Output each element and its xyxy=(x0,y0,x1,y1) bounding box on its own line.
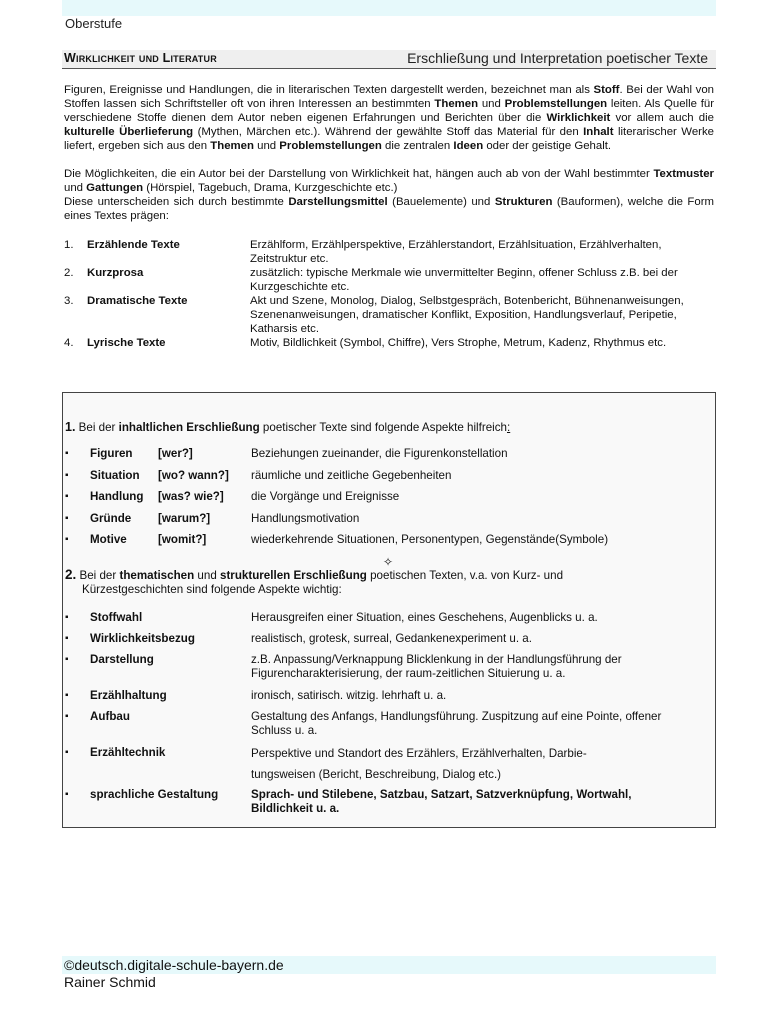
aspect-description: Sprach- und Stilebene, Satzbau, Satzart, Satzverknüpfung, Wortwahl, Bildlichkeit u. a. xyxy=(251,788,632,815)
aspect-label: Wirklichkeitsbezug xyxy=(90,632,195,645)
text-run: Figuren, Ereignisse und Handlungen, die in literarischen Texten dargestellt werden, bezeichnet man als xyxy=(64,84,594,96)
title-left: Wirklichkeit und Literatur xyxy=(64,51,217,65)
section-1-heading xyxy=(65,420,705,435)
section-text: poetischer Texte sind folgende Aspekte hilfreich xyxy=(259,421,507,434)
text-run: (Bauformen), welche die Form eines Textes prägen: xyxy=(64,196,714,222)
aspect-question: [wer?] xyxy=(158,447,193,460)
list-item xyxy=(64,336,714,350)
analysis-box xyxy=(62,392,716,828)
aspect-description: Gestaltung des Anfangs, Handlungsführung. Zuspitzung auf eine Pointe, offener Schluss u. a. xyxy=(251,710,662,737)
text-run: und xyxy=(253,140,280,152)
aspect-description: wiederkehrende Situationen, Personentypen, Gegenstände(Symbole) xyxy=(251,533,609,547)
table-row xyxy=(63,469,715,491)
item-description: Akt und Szene, Monolog, Dialog, Selbstgespräch, Botenbericht, Bühnenanweisungen, Szenenanweisungen, dramatischer Konflikt, Exposition, Handlungsverlauf, Peripetie, Katharsis etc. xyxy=(250,295,684,335)
item-number: 3. xyxy=(64,295,74,307)
text-run: leiten. Als Quelle für verschiedene Stoffe dienen dem Autor neben eigenen Erfahrungen und Berichten über die xyxy=(64,98,714,124)
item-description: zusätzlich: typische Merkmale wie unvermittelter Beginn, offener Schluss z.B. bei der Kurzgeschichte etc. xyxy=(250,267,678,293)
table-row xyxy=(63,632,715,653)
text-run: . Bei der Wahl von Stoffen lassen sich Schriftsteller oft von ihren Interessen an bestimmten xyxy=(64,84,714,110)
bullet-icon: ▪ xyxy=(65,711,69,722)
aspect-question: [wo? wann?] xyxy=(158,468,229,482)
bullet-icon: ▪ xyxy=(65,534,69,546)
bullet-icon: ▪ xyxy=(65,633,69,644)
keyword: Textmuster xyxy=(653,168,714,180)
bullet-icon: ▪ xyxy=(65,747,69,758)
level-label: Oberstufe xyxy=(65,16,123,31)
keyword: Gattungen xyxy=(86,182,144,194)
keyword: Wirklichkeit xyxy=(546,112,611,124)
content-aspects-list xyxy=(63,447,715,555)
text-forms-list xyxy=(64,238,714,350)
section-colon: : xyxy=(506,421,511,434)
item-description: Erzählform, Erzählperspektive, Erzählerstandort, Erzählsituation, Erzählverhalten, Zeitstruktur etc. xyxy=(250,239,662,265)
aspect-label: Darstellung xyxy=(90,653,154,666)
aspect-description: realistisch, grotesk, surreal, Gedankenexperiment u. a. xyxy=(251,632,532,645)
item-description: Motiv, Bildlichkeit (Symbol, Chiffre), Vers Strophe, Metrum, Kadenz, Rhythmus etc. xyxy=(250,337,667,349)
text-run: (Mythen, Märchen etc.). Während der gewählte Stoff das Material für den xyxy=(193,126,584,138)
structure-aspects-list xyxy=(63,611,715,818)
item-name: Erzählende Texte xyxy=(87,239,180,251)
keyword: kulturelle Überlieferung xyxy=(64,126,194,138)
bullet-icon: ▪ xyxy=(65,690,69,701)
text-run: Die Möglichkeiten, die ein Autor bei der Darstellung von Wirklichkeit hat, hängen auch ab von der Wahl bestimmter xyxy=(64,168,654,180)
bullet-icon: ▪ xyxy=(65,654,69,665)
aspect-label: sprachliche Gestaltung xyxy=(90,788,219,801)
bullet-icon: ▪ xyxy=(65,448,69,459)
section-text: Bei der xyxy=(76,569,120,582)
section-number: 2. xyxy=(65,567,77,582)
keyword: Problemstellungen xyxy=(504,98,608,110)
table-row xyxy=(63,533,715,555)
text-run: oder der geistige Gehalt. xyxy=(483,140,612,152)
aspect-label: Erzähltechnik xyxy=(90,746,166,759)
aspect-label: Gründe xyxy=(90,511,132,525)
bullet-icon: ▪ xyxy=(65,789,69,800)
keyword: Themen xyxy=(210,140,254,152)
list-item xyxy=(64,266,714,294)
aspect-description: räumliche und zeitliche Gegebenheiten xyxy=(251,468,452,482)
aspect-description: Herausgreifen einer Situation, eines Geschehens, Augenblicks u. a. xyxy=(251,611,598,624)
section-keyword: strukturellen Erschließung xyxy=(220,569,367,582)
diamond-icon: ✧ xyxy=(383,555,394,569)
table-row xyxy=(63,512,715,534)
section-text: Kürzestgeschichten sind folgende Aspekte wichtig: xyxy=(82,583,342,596)
text-run: Diese unterscheiden sich durch bestimmte xyxy=(64,196,289,208)
aspect-label: Stoffwahl xyxy=(90,611,143,624)
text-run: (Hörspiel, Tagebuch, Drama, Kurzgeschichte etc.) xyxy=(143,182,398,194)
table-row xyxy=(63,746,715,788)
section-text: und xyxy=(194,569,220,582)
text-run: vor allem auch die xyxy=(610,112,714,124)
table-row xyxy=(63,710,715,746)
table-row xyxy=(63,788,715,818)
footer-copyright: ©deutsch.digitale-schule-bayern.de xyxy=(64,957,284,973)
title-right: Erschließung und Interpretation poetischer Texte xyxy=(407,50,708,66)
item-number: 1. xyxy=(64,239,74,251)
item-name: Dramatische Texte xyxy=(87,295,188,307)
bullet-icon: ▪ xyxy=(65,512,69,524)
section-text: Bei der xyxy=(75,421,119,434)
section-text: poetischen Texten, v.a. von Kurz- und xyxy=(366,569,564,582)
bullet-icon: ▪ xyxy=(65,491,69,503)
aspect-description: Handlungsmotivation xyxy=(251,511,360,525)
intro-paragraph-1 xyxy=(64,83,714,153)
table-row xyxy=(63,611,715,632)
list-item xyxy=(64,238,714,266)
aspect-label: Erzählhaltung xyxy=(90,689,167,702)
aspect-description: Beziehungen zueinander, die Figurenkonstellation xyxy=(251,447,508,460)
keyword: Themen xyxy=(434,98,479,110)
item-name: Kurzprosa xyxy=(87,267,144,279)
table-row xyxy=(63,653,715,689)
bullet-icon: ▪ xyxy=(65,469,69,481)
aspect-description: die Vorgänge und Ereignisse xyxy=(251,490,400,504)
description-line: tungsweisen (Bericht, Beschreibung, Dialog etc.) xyxy=(251,768,502,781)
section-keyword: thematischen xyxy=(119,569,195,582)
aspect-label: Motive xyxy=(90,533,127,547)
aspect-label: Figuren xyxy=(90,447,133,460)
bullet-icon: ▪ xyxy=(65,612,69,623)
aspect-label: Aufbau xyxy=(90,710,130,723)
table-row xyxy=(63,689,715,710)
aspect-question: [womit?] xyxy=(158,533,207,547)
keyword: Strukturen xyxy=(494,196,553,208)
title-bar xyxy=(62,50,716,69)
header-band xyxy=(62,0,716,16)
footer-author: Rainer Schmid xyxy=(64,974,156,990)
keyword: Problemstellungen xyxy=(279,140,382,152)
aspect-description xyxy=(251,743,695,785)
description-line: Perspektive und Standort des Erzählers, Erzählverhalten, Darbie- xyxy=(251,747,587,760)
intro-text xyxy=(64,83,714,223)
text-run: die zentralen xyxy=(381,140,454,152)
section-number: 1. xyxy=(65,420,76,434)
table-row xyxy=(63,490,715,512)
keyword: Ideen xyxy=(453,140,484,152)
aspect-question: [warum?] xyxy=(158,511,211,525)
text-run: und xyxy=(478,98,505,110)
text-run: (Bauelemente) und xyxy=(387,196,495,208)
table-row xyxy=(63,447,715,469)
item-number: 4. xyxy=(64,337,74,349)
item-name: Lyrische Texte xyxy=(87,337,166,349)
intro-paragraph-2 xyxy=(64,167,714,223)
aspect-description: ironisch, satirisch. witzig. lehrhaft u. a. xyxy=(251,689,447,702)
keyword: Inhalt xyxy=(583,126,614,138)
aspect-description: z.B. Anpassung/Verknappung Blicklenkung in der Handlungsführung der Figurencharakterisierung, der raum-zeitlichen Situierung u. a. xyxy=(251,653,622,680)
text-run: literarischer Werke liefert, ergeben sich aus den xyxy=(64,126,714,152)
text-run: und xyxy=(64,182,87,194)
aspect-label: Handlung xyxy=(90,490,144,504)
item-number: 2. xyxy=(64,267,74,279)
aspect-question: [was? wie?] xyxy=(158,490,224,504)
keyword: Darstellungsmittel xyxy=(288,196,388,208)
section-keyword: inhaltlichen Erschließung xyxy=(118,421,260,434)
keyword: Stoff xyxy=(593,84,620,96)
section-2-heading xyxy=(65,568,705,597)
aspect-label: Situation xyxy=(90,468,140,482)
list-item xyxy=(64,294,714,336)
